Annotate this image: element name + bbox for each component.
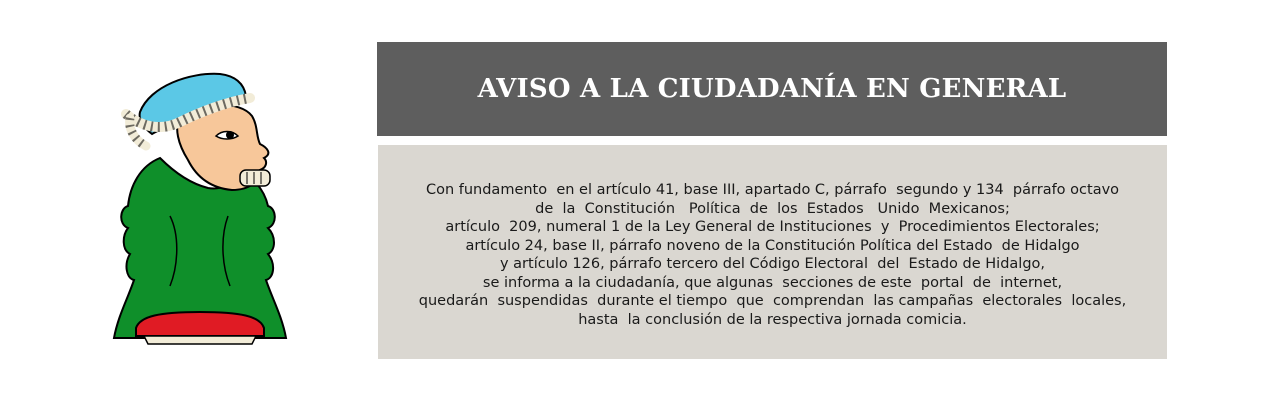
notice-line: quedarán suspendidas durante el tiempo que comprendan las campañas electorales locales, — [418, 293, 1127, 309]
notice-line: de la Constitución Política de los Estados Unido Mexicanos; — [535, 200, 1010, 217]
notice-body — [378, 145, 1167, 359]
glyph-figure-icon — [100, 66, 290, 356]
notice-title: AVISO A LA CIUDADANÍA EN GENERAL — [477, 74, 1067, 104]
notice-title-bar — [377, 42, 1167, 136]
notice-line: hasta la conclusión de la respectiva jornada comicia. — [578, 311, 967, 328]
notice-line: artículo 24, base II, párrafo noveno de la Constitución Política del Estado de Hidalgo — [465, 237, 1080, 254]
figure-band — [136, 312, 264, 336]
notice-line: se informa a la ciudadanía, que algunas secciones de este portal de internet, — [482, 274, 1063, 291]
notice-line: y artículo 126, párrafo tercero del Código Electoral del Estado de Hidalgo, — [499, 256, 1046, 272]
notice-line: Con fundamento en el artículo 41, base III, apartado C, párrafo segundo y 134 párrafo octavo — [425, 182, 1120, 198]
notice-line: artículo 209, numeral 1 de la Ley General de Instituciones y Procedimientos Electorales; — [445, 219, 1100, 235]
